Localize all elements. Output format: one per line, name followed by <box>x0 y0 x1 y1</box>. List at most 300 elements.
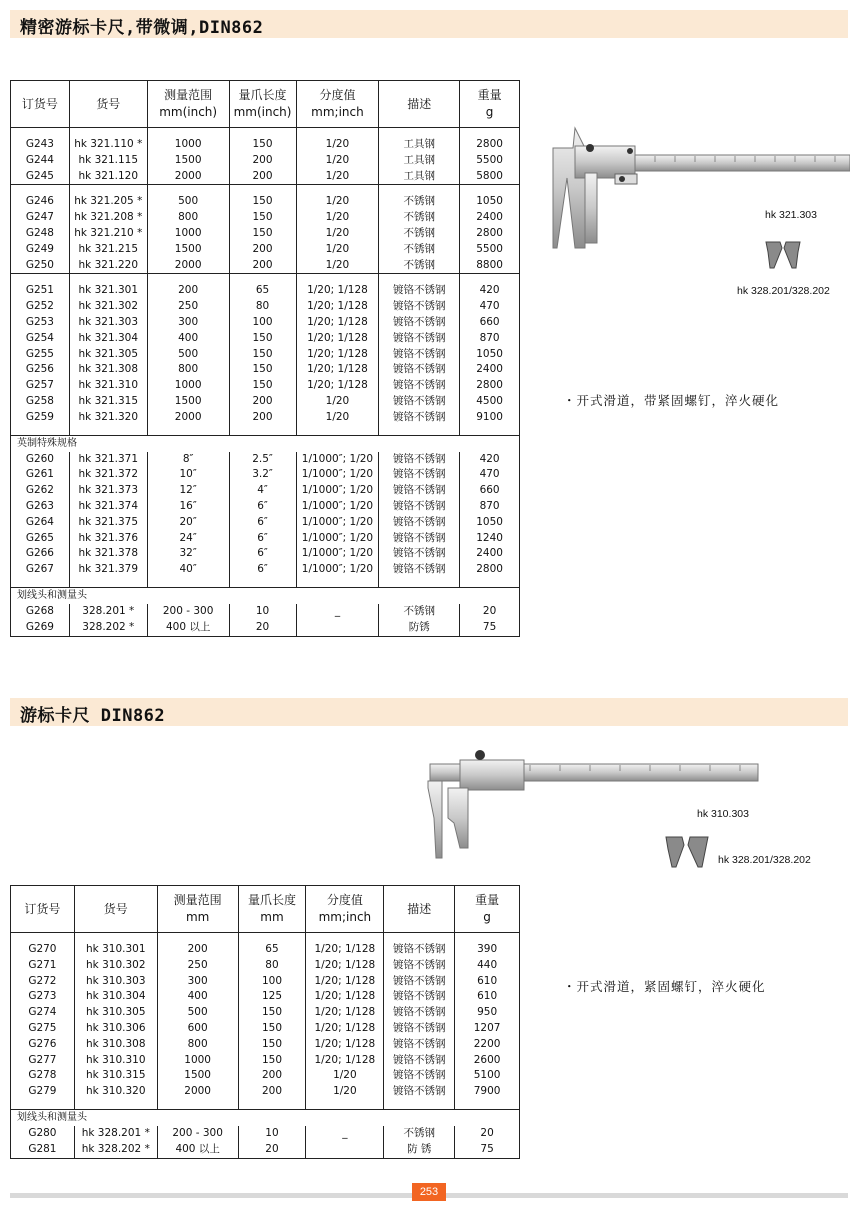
table-cell: 300 <box>147 315 229 331</box>
col-header: 分度值 mm;inch <box>296 81 379 128</box>
table-cell: hk 321.379 <box>69 562 147 578</box>
table-row <box>11 394 520 410</box>
table-cell: 420 <box>460 452 520 468</box>
table-cell: 200 <box>238 1068 306 1084</box>
table-cell: 镀铬不锈钢 <box>384 1068 455 1084</box>
table-cell: G249 <box>11 242 70 258</box>
table-cell: 2400 <box>460 362 520 378</box>
table-cell: 镀铬不锈钢 <box>379 331 460 347</box>
table-note: 英制特殊规格 <box>11 435 520 452</box>
table-cell: 1/20 <box>296 410 379 426</box>
table-cell: 工具钢 <box>379 153 460 169</box>
table-cell: hk 321.376 <box>69 531 147 547</box>
table-cell: 12″ <box>147 483 229 499</box>
table-row <box>11 1005 520 1021</box>
table-cell: 镀铬不锈钢 <box>384 974 455 990</box>
page-number: 253 <box>412 1183 446 1201</box>
table-cell: 5800 <box>460 169 520 185</box>
table-cell: 1/20; 1/128 <box>306 989 384 1005</box>
table-cell: 1/1000″; 1/20 <box>296 546 379 562</box>
table-cell: 1500 <box>147 394 229 410</box>
table-cell: 660 <box>460 483 520 499</box>
table-cell: 1/20; 1/128 <box>296 315 379 331</box>
table-cell: 610 <box>455 974 520 990</box>
table-cell: G262 <box>11 483 70 499</box>
table-cell: 2600 <box>455 1053 520 1069</box>
table-cell: 150 <box>229 331 296 347</box>
table-cell: 1/20; 1/128 <box>296 362 379 378</box>
table-cell: hk 321.304 <box>69 331 147 347</box>
table-cell: hk 328.202 * <box>74 1142 157 1158</box>
table-cell: 6″ <box>229 499 296 515</box>
table-cell: 1/20; 1/128 <box>306 974 384 990</box>
table-cell: 镀铬不锈钢 <box>384 942 455 958</box>
table-cell: 1/1000″; 1/20 <box>296 467 379 483</box>
table-cell: 工具钢 <box>379 169 460 185</box>
table-cell: G246 <box>11 194 70 210</box>
table-cell: 8800 <box>460 258 520 274</box>
table-cell: 1/1000″; 1/20 <box>296 531 379 547</box>
col-header: 测量范围 mm(inch) <box>147 81 229 128</box>
feature-bullet: ・开式滑道，紧固螺钉，淬火硬化 <box>563 979 766 994</box>
table-note: 划线头和测量头 <box>11 1109 520 1126</box>
table-cell: hk 321.374 <box>69 499 147 515</box>
table-note-row <box>11 587 520 604</box>
table-cell: G257 <box>11 378 70 394</box>
table-cell: 1/20; 1/128 <box>306 1053 384 1069</box>
table-cell: 镀铬不锈钢 <box>379 483 460 499</box>
table-cell: hk 310.306 <box>74 1021 157 1037</box>
table-cell: hk 310.308 <box>74 1037 157 1053</box>
col-header: 测量范围 mm <box>157 886 238 933</box>
col-header: 订货号 <box>11 81 70 128</box>
table-cell: G259 <box>11 410 70 426</box>
table-cell: 1/20; 1/128 <box>296 331 379 347</box>
table-cell: 1/20 <box>296 226 379 242</box>
table-row <box>11 958 520 974</box>
table-cell: 870 <box>460 499 520 515</box>
table-cell: 1500 <box>147 242 229 258</box>
table-cell: 1/20 <box>296 194 379 210</box>
table-cell: 470 <box>460 467 520 483</box>
table-cell: 150 <box>229 226 296 242</box>
table-cell: hk 321.220 <box>69 258 147 274</box>
table-cell: 200 <box>229 394 296 410</box>
table-cell: 200 <box>229 258 296 274</box>
table-cell: 200 <box>229 242 296 258</box>
table-cell: hk 321.320 <box>69 410 147 426</box>
table-cell: 500 <box>157 1005 238 1021</box>
table-cell: G264 <box>11 515 70 531</box>
table-cell: G279 <box>11 1084 75 1100</box>
table-cell: 镀铬不锈钢 <box>379 452 460 468</box>
table-cell: 1/20 <box>296 242 379 258</box>
table-cell: 1000 <box>147 378 229 394</box>
table-cell: 400 <box>147 331 229 347</box>
table-row <box>11 283 520 299</box>
table-cell: hk 321.205 * <box>69 194 147 210</box>
col-header: 描述 <box>384 886 455 933</box>
table-cell: 1050 <box>460 194 520 210</box>
table-cell: 400 以上 <box>147 620 229 636</box>
jaw-heads-image <box>764 238 804 270</box>
table-cell: G278 <box>11 1068 75 1084</box>
table-cell: 470 <box>460 299 520 315</box>
table-row <box>11 194 520 210</box>
col-header: 描述 <box>379 81 460 128</box>
table-cell: hk 321.372 <box>69 467 147 483</box>
table-cell: G252 <box>11 299 70 315</box>
table-note-row <box>11 1109 520 1126</box>
table-cell: 9100 <box>460 410 520 426</box>
table-cell: 1000 <box>157 1053 238 1069</box>
table-cell: 200 <box>229 169 296 185</box>
table-row <box>11 347 520 363</box>
table-cell: 镀铬不锈钢 <box>384 1005 455 1021</box>
table-cell: 500 <box>147 347 229 363</box>
table-cell: 250 <box>157 958 238 974</box>
table-cell: 6″ <box>229 515 296 531</box>
table-cell: 镀铬不锈钢 <box>379 410 460 426</box>
table-cell: hk 321.310 <box>69 378 147 394</box>
table-cell: 镀铬不锈钢 <box>379 347 460 363</box>
jaw-heads-caption: hk 328.201/328.202 <box>718 854 811 866</box>
jaw-heads-image <box>664 833 712 869</box>
table-cell: G256 <box>11 362 70 378</box>
table-cell: 不锈钢 <box>379 242 460 258</box>
table-cell: G276 <box>11 1037 75 1053</box>
section1-title: 精密游标卡尺,带微调,DIN862 <box>20 18 264 38</box>
table-cell: G247 <box>11 210 70 226</box>
table-cell: 镀铬不锈钢 <box>379 299 460 315</box>
col-header: 重量 g <box>455 886 520 933</box>
table-row <box>11 362 520 378</box>
table-cell: _ <box>306 1126 384 1142</box>
table-cell: 1500 <box>157 1068 238 1084</box>
table-cell: G250 <box>11 258 70 274</box>
table-cell: 150 <box>229 194 296 210</box>
table-cell: hk 310.304 <box>74 989 157 1005</box>
table-row <box>11 410 520 426</box>
table-cell: 镀铬不锈钢 <box>379 499 460 515</box>
table-cell: 1/1000″; 1/20 <box>296 562 379 578</box>
table-cell: 1/20; 1/128 <box>296 299 379 315</box>
table-cell: 20 <box>460 604 520 620</box>
table-cell: 200 <box>229 410 296 426</box>
table-cell: 390 <box>455 942 520 958</box>
col-header: 量爪长度 mm(inch) <box>229 81 296 128</box>
table-cell: 不锈钢 <box>384 1126 455 1142</box>
table-cell <box>306 1142 384 1158</box>
table-cell: 125 <box>238 989 306 1005</box>
table-cell: 6″ <box>229 531 296 547</box>
section2-title-band <box>10 698 848 726</box>
table-cell: 镀铬不锈钢 <box>379 467 460 483</box>
table-cell: 2800 <box>460 378 520 394</box>
table-row <box>11 331 520 347</box>
row-spacer <box>11 578 520 588</box>
table-cell: 400 <box>157 989 238 1005</box>
table-cell: 200 <box>157 942 238 958</box>
feature-bullet: ・开式滑道，带紧固螺钉，淬火硬化 <box>563 393 780 408</box>
table-cell: 1050 <box>460 347 520 363</box>
table-cell: 1000 <box>147 226 229 242</box>
table-cell: 150 <box>238 1021 306 1037</box>
table-note: 划线头和测量头 <box>11 587 520 604</box>
table-row <box>11 546 520 562</box>
table-cell: 10 <box>238 1126 306 1142</box>
table-cell: G265 <box>11 531 70 547</box>
table-cell: 1050 <box>460 515 520 531</box>
table-cell: G275 <box>11 1021 75 1037</box>
table-cell: hk 321.302 <box>69 299 147 315</box>
table-cell: G258 <box>11 394 70 410</box>
table-cell: 200 <box>147 283 229 299</box>
table-cell: hk 321.120 <box>69 169 147 185</box>
caliper-image <box>545 118 850 258</box>
table-cell: 1/20 <box>306 1084 384 1100</box>
table-cell: 2200 <box>455 1037 520 1053</box>
section1-title-band <box>10 10 848 38</box>
table-cell: 75 <box>460 620 520 636</box>
table-cell: 不锈钢 <box>379 226 460 242</box>
table-cell: 328.202 * <box>69 620 147 636</box>
table-cell: 镀铬不锈钢 <box>379 315 460 331</box>
table-row <box>11 378 520 394</box>
table-cell: 防 锈 <box>384 1142 455 1158</box>
table-cell: 镀铬不锈钢 <box>379 283 460 299</box>
table-cell: 5500 <box>460 153 520 169</box>
table-cell: 16″ <box>147 499 229 515</box>
table-cell: hk 310.302 <box>74 958 157 974</box>
table-cell: 不锈钢 <box>379 194 460 210</box>
table-cell: G272 <box>11 974 75 990</box>
table-row <box>11 1068 520 1084</box>
table-cell: 300 <box>157 974 238 990</box>
table-cell: 镀铬不锈钢 <box>384 1053 455 1069</box>
section2-title: 游标卡尺 DIN862 <box>20 706 166 726</box>
table-cell: hk 321.375 <box>69 515 147 531</box>
table-cell: 1/20; 1/128 <box>306 1005 384 1021</box>
table-row <box>11 499 520 515</box>
table-cell: 1240 <box>460 531 520 547</box>
table-cell: 20 <box>229 620 296 636</box>
table-cell: G260 <box>11 452 70 468</box>
table-cell: hk 321.371 <box>69 452 147 468</box>
table-cell: G255 <box>11 347 70 363</box>
table-cell: 2400 <box>460 546 520 562</box>
jaw-heads-caption: hk 328.201/328.202 <box>737 285 830 297</box>
table-row <box>11 210 520 226</box>
table-cell: 4500 <box>460 394 520 410</box>
table-cell: 1500 <box>147 153 229 169</box>
table-cell: 150 <box>229 362 296 378</box>
table-cell: G254 <box>11 331 70 347</box>
table-cell: 8″ <box>147 452 229 468</box>
table-cell: 1/20; 1/128 <box>306 1037 384 1053</box>
row-spacer <box>11 274 520 284</box>
table-cell: hk 321.305 <box>69 347 147 363</box>
table-cell: 10 <box>229 604 296 620</box>
table-cell: 1/1000″; 1/20 <box>296 499 379 515</box>
table-cell: 5100 <box>455 1068 520 1084</box>
table-cell: 镀铬不锈钢 <box>384 989 455 1005</box>
table-cell: 1207 <box>455 1021 520 1037</box>
table-cell: hk 321.303 <box>69 315 147 331</box>
table-row <box>11 299 520 315</box>
table-row <box>11 258 520 274</box>
table-row <box>11 620 520 636</box>
table-cell: 1/20 <box>306 1068 384 1084</box>
row-spacer <box>11 426 520 436</box>
table-cell: G244 <box>11 153 70 169</box>
table-cell: 75 <box>455 1142 520 1158</box>
table-row <box>11 531 520 547</box>
table-cell: hk 310.301 <box>74 942 157 958</box>
table-cell: 800 <box>147 362 229 378</box>
table-cell: 200 <box>238 1084 306 1100</box>
table-cell: 100 <box>229 315 296 331</box>
table-cell: 1/20; 1/128 <box>306 942 384 958</box>
caliper-image <box>420 748 765 860</box>
table-cell: 1000 <box>147 137 229 153</box>
table-row <box>11 942 520 958</box>
table-cell: 150 <box>238 1037 306 1053</box>
table-cell: 镀铬不锈钢 <box>379 378 460 394</box>
table-cell: G270 <box>11 942 75 958</box>
table-cell: G261 <box>11 467 70 483</box>
table-cell: 2800 <box>460 562 520 578</box>
table-cell: 1/1000″; 1/20 <box>296 515 379 531</box>
section2-spec-table <box>10 885 520 1159</box>
table-cell: 4″ <box>229 483 296 499</box>
table-cell: 440 <box>455 958 520 974</box>
table-cell: 610 <box>455 989 520 1005</box>
table-cell: 65 <box>238 942 306 958</box>
table-cell: hk 321.110 * <box>69 137 147 153</box>
table-cell: hk 321.210 * <box>69 226 147 242</box>
table-cell: 1/20; 1/128 <box>306 1021 384 1037</box>
table-cell: 2800 <box>460 137 520 153</box>
table-cell: hk 310.303 <box>74 974 157 990</box>
table-cell: G273 <box>11 989 75 1005</box>
table-cell: 420 <box>460 283 520 299</box>
table-cell: 1/20; 1/128 <box>296 347 379 363</box>
table-cell: 150 <box>238 1005 306 1021</box>
col-header: 量爪长度 mm <box>238 886 306 933</box>
table-row <box>11 1126 520 1142</box>
table-row <box>11 169 520 185</box>
table-cell: G269 <box>11 620 70 636</box>
table-cell: G248 <box>11 226 70 242</box>
table-cell: hk 321.315 <box>69 394 147 410</box>
table-cell: 200 <box>229 153 296 169</box>
table-row <box>11 989 520 1005</box>
col-header: 货号 <box>74 886 157 933</box>
table-cell: G277 <box>11 1053 75 1069</box>
table-row <box>11 1037 520 1053</box>
table-cell: hk 321.308 <box>69 362 147 378</box>
table-cell: G251 <box>11 283 70 299</box>
table-cell: hk 321.301 <box>69 283 147 299</box>
section1-spec-table <box>10 80 520 637</box>
table-cell: 400 以上 <box>157 1142 238 1158</box>
table-cell: 3.2″ <box>229 467 296 483</box>
table-cell: 500 <box>147 194 229 210</box>
table-cell: 2000 <box>157 1084 238 1100</box>
table-cell: hk 310.310 <box>74 1053 157 1069</box>
table-cell: 镀铬不锈钢 <box>384 1037 455 1053</box>
table-cell: 1/20; 1/128 <box>296 378 379 394</box>
table-cell: hk 310.320 <box>74 1084 157 1100</box>
table-cell: G274 <box>11 1005 75 1021</box>
table-cell: 328.201 * <box>69 604 147 620</box>
table-cell: G268 <box>11 604 70 620</box>
table-row <box>11 1053 520 1069</box>
table-cell: 镀铬不锈钢 <box>379 531 460 547</box>
table-cell: 2000 <box>147 258 229 274</box>
table-cell: 1/20 <box>296 394 379 410</box>
table-cell: hk 321.215 <box>69 242 147 258</box>
table-cell: 不锈钢 <box>379 604 460 620</box>
table-cell: 800 <box>147 210 229 226</box>
table-cell: 工具钢 <box>379 137 460 153</box>
table-row <box>11 974 520 990</box>
table-cell: 2000 <box>147 410 229 426</box>
table-cell: 1/20 <box>296 169 379 185</box>
table-row <box>11 562 520 578</box>
table-cell: 24″ <box>147 531 229 547</box>
table-cell: 32″ <box>147 546 229 562</box>
table-cell: 1/20 <box>296 153 379 169</box>
table-cell: hk 321.115 <box>69 153 147 169</box>
table-cell: 镀铬不锈钢 <box>384 958 455 974</box>
row-spacer <box>11 128 520 138</box>
table-cell: 2000 <box>147 169 229 185</box>
table-cell: 1/20; 1/128 <box>306 958 384 974</box>
table-note-row <box>11 435 520 452</box>
table-cell: 100 <box>238 974 306 990</box>
table-cell: hk 328.201 * <box>74 1126 157 1142</box>
table-cell: _ <box>296 604 379 620</box>
table-cell: G266 <box>11 546 70 562</box>
table-cell: 250 <box>147 299 229 315</box>
table-row <box>11 515 520 531</box>
table-cell: G267 <box>11 562 70 578</box>
row-spacer <box>11 933 520 943</box>
table-row <box>11 1021 520 1037</box>
table-cell: 950 <box>455 1005 520 1021</box>
table-row <box>11 452 520 468</box>
table-header-row <box>11 81 520 128</box>
table-row <box>11 483 520 499</box>
table-row <box>11 315 520 331</box>
table-cell: 镀铬不锈钢 <box>379 515 460 531</box>
table-cell: 1/20 <box>296 137 379 153</box>
table-cell: 镀铬不锈钢 <box>379 362 460 378</box>
table-cell: 镀铬不锈钢 <box>384 1084 455 1100</box>
table-cell: 1/1000″; 1/20 <box>296 452 379 468</box>
table-cell: 20 <box>455 1126 520 1142</box>
table-row <box>11 1084 520 1100</box>
table-cell: G281 <box>11 1142 75 1158</box>
table-cell: 20 <box>238 1142 306 1158</box>
table-cell: 80 <box>229 299 296 315</box>
table-cell: 不锈钢 <box>379 258 460 274</box>
table-cell: 150 <box>229 137 296 153</box>
table-cell: 660 <box>460 315 520 331</box>
table-cell: 2400 <box>460 210 520 226</box>
